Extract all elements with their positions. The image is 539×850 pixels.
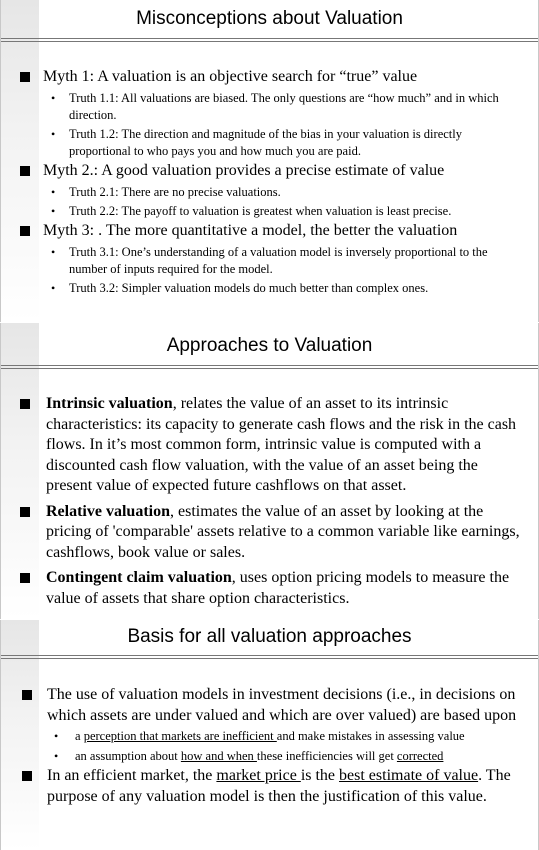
title-divider	[1, 38, 538, 42]
slide-body	[1, 66, 538, 297]
underlined-phrase: perception that markets are inefficient	[83, 729, 277, 743]
underlined-phrase: best estimate of value	[339, 767, 479, 784]
subitem-text: a	[75, 729, 84, 743]
truth-text: Truth 2.2: The payoff to valuation is greatest when valuation is least precise.	[69, 204, 452, 218]
myth-item	[1, 160, 538, 182]
basis-text: The use of valuation models in investment decisions (i.e., in decisions on which assets are under valued and which are over valued) are based upon	[47, 686, 517, 724]
slide-body	[1, 685, 538, 807]
slide-title: Approaches to Valuation	[166, 335, 373, 356]
square-bullet-icon	[22, 771, 32, 781]
basis-text: In an efficient market, the	[47, 767, 217, 784]
myth-item	[1, 66, 538, 88]
title-divider	[1, 365, 538, 369]
basis-subitem	[1, 726, 538, 746]
approach-term: Contingent claim valuation	[46, 569, 232, 586]
dot-bullet-icon: •	[51, 185, 56, 199]
title-divider	[1, 655, 538, 659]
truth-text: Truth 1.1: All valuations are biased. The only questions are “how much” and in which direction.	[69, 91, 499, 122]
basis-text: is the	[300, 767, 340, 784]
truth-text: Truth 1.2: The direction and magnitude of the bias in your valuation is directly proportional to who pays you and how much you are paid.	[69, 127, 462, 158]
truth-item	[1, 90, 538, 124]
square-bullet-icon	[20, 226, 30, 236]
basis-subitem	[1, 746, 538, 766]
underlined-phrase: how and when	[180, 749, 257, 763]
truth-item	[1, 184, 538, 201]
basis-item	[1, 766, 538, 807]
slide-basis	[0, 620, 539, 850]
dot-bullet-icon: •	[54, 729, 59, 743]
approach-term: Relative valuation	[46, 502, 170, 520]
subitem-text: an assumption about	[75, 749, 181, 763]
square-bullet-icon	[20, 72, 30, 82]
basis-text: . The purpose of any valuation model is then the justification of this value.	[47, 767, 511, 805]
truth-text: Truth 3.2: Simpler valuation models do much better than complex ones.	[69, 281, 429, 295]
square-bullet-icon	[20, 573, 30, 583]
truth-item	[1, 126, 538, 160]
square-bullet-icon	[20, 166, 30, 176]
approach-item	[1, 394, 538, 497]
subitem-text: these inefficiencies will get	[256, 749, 397, 763]
basis-item	[1, 685, 538, 726]
dot-bullet-icon: •	[51, 281, 56, 295]
approach-item	[1, 568, 538, 609]
slide-title: Misconceptions about Valuation	[136, 8, 403, 29]
approach-text: , relates the value of an asset to its intrinsic characteristics: its capacity to generate cash flows and the risk in the cash flows. In it’s most common form, intrinsic value is computed with a discounted cash flow valuation, with the value of an asset being the present value of expected future cashflows on that asset.	[46, 395, 517, 494]
dot-bullet-icon: •	[51, 204, 56, 218]
underlined-phrase: corrected	[396, 749, 444, 763]
square-bullet-icon	[20, 507, 30, 517]
subitem-text: and make mistakes in assessing value	[276, 729, 465, 743]
approach-term: Intrinsic valuation	[46, 395, 173, 412]
dot-bullet-icon: •	[51, 127, 56, 141]
square-bullet-icon	[20, 399, 30, 409]
slide-approaches	[0, 323, 539, 619]
slide-title: Basis for all valuation approaches	[127, 626, 412, 647]
myth-text: Myth 2.: A good valuation provides a precise estimate of value	[43, 162, 445, 179]
truth-item	[1, 280, 538, 297]
slide-misconceptions	[0, 0, 539, 322]
truth-item	[1, 244, 538, 278]
square-bullet-icon	[22, 690, 32, 700]
approach-item	[1, 502, 538, 564]
myth-text: Myth 1: A valuation is an objective search for “true” value	[43, 68, 418, 85]
myth-text: Myth 3: . The more quantitative a model, the better the valuation	[43, 222, 458, 239]
myth-item	[1, 220, 538, 242]
truth-text: Truth 2.1: There are no precise valuations.	[69, 185, 281, 199]
dot-bullet-icon: •	[51, 245, 56, 259]
dot-bullet-icon: •	[54, 749, 59, 763]
slide-body	[1, 394, 538, 614]
underlined-phrase: market price	[216, 767, 301, 784]
approach-text: , estimates the value of an asset by looking at the pricing of 'comparable' assets relative to a common variable like earnings, cashflows, book value or sales.	[46, 502, 520, 561]
approach-text: , uses option pricing models to measure the value of assets that share option characteristics.	[46, 569, 510, 607]
truth-item	[1, 203, 538, 220]
dot-bullet-icon: •	[51, 91, 56, 105]
truth-text: Truth 3.1: One’s understanding of a valuation model is inversely proportional to the number of inputs required for the model.	[69, 245, 488, 276]
